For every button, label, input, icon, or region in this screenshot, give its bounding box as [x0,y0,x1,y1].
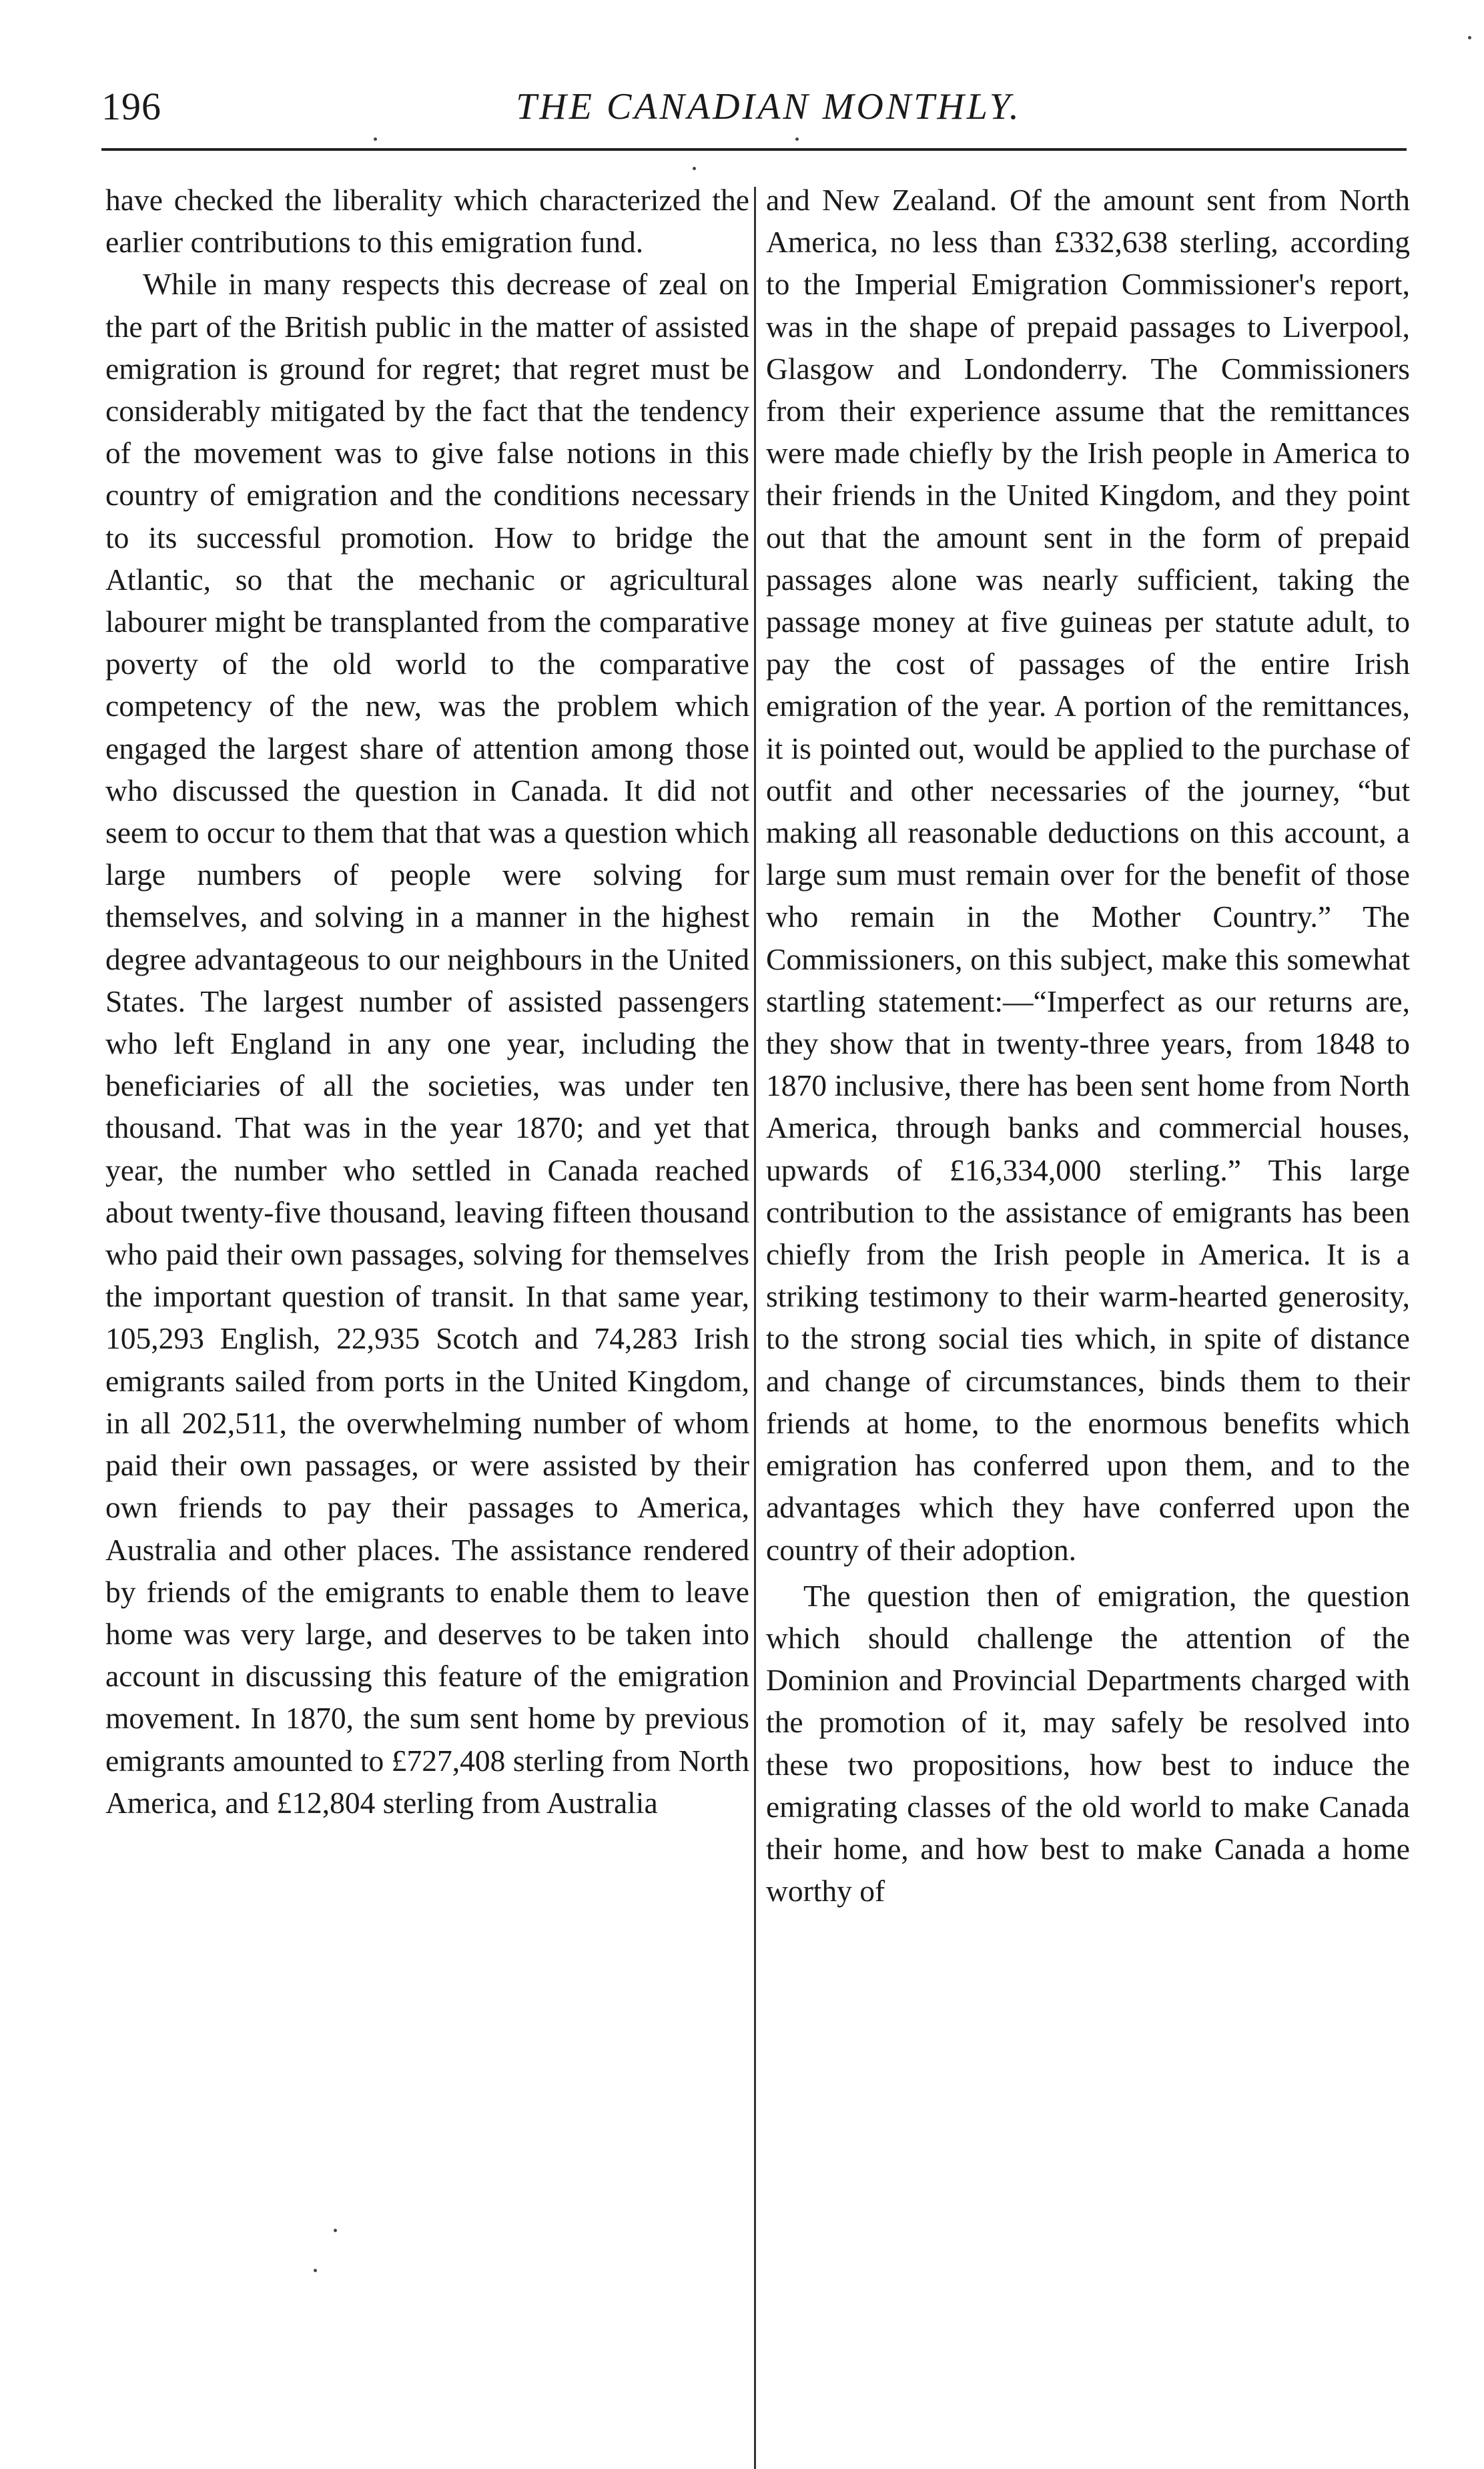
print-speck [314,2269,317,2272]
running-head [101,80,1409,133]
print-speck [795,137,799,141]
left-paragraph-2: While in many respects this decrease of zeal on the part of the British public in the matter of assisted emigration is ground for regret; that regret must be considerably mitigated by the fact that the tendency of the movement was to give false notions in this country of emigration and the conditions necessary to its successful promotion. How to bridge the Atlantic, so that the mechanic or agricultural labourer might be transplanted from the comparative poverty of the old world to the comparative competency of the new, was the problem which engaged the largest share of attention among those who discussed the question in Canada. It did not seem to occur to them that that was a question which large numbers of people were solving for themselves, and solving in a manner in the highest degree advantageous to our neighbours in the United States. The largest number of assisted passengers who left England in any one year, including the beneficiaries of all the societies, was under ten thousand. That was in the year 1870; and yet that year, the number who settled in Canada reached about twenty-five thousand, leaving fifteen thousand who paid their own passages, solving for themselves the important question of transit. In that same year, 105,293 English, 22,935 Scotch and 74,283 Irish emigrants sailed from ports in the United Kingdom, in all 202,511, the overwhelming number of whom paid their own passages, or were assisted by their own friends to pay their passages to America, Australia and other places. The assistance rendered by friends of the emigrants to enable them to leave home was very large, and deserves to be taken into account in discussing this feature of the emigration movement. In 1870, the sum sent home by previous emigrants amounted to £727,408 sterling from North America, and £12,804 sterling from Australia [105,267,749,1820]
print-speck [1468,36,1471,39]
right-paragraph-1: and New Zealand. Of the amount sent from North America, no less than £332,638 sterling, according to the Imperial Emigration Commissioner's report, was in the shape of prepaid passages to Liverpool, Glasgow and Londonderry. The Commissioners from their experience assume that the remittances were made chiefly by the Irish people in America to their friends in the United Kingdom, and they point out that the amount sent in the form of prepaid passages alone was nearly sufficient, taking the passage money at five guineas per statute adult, to pay the cost of passages of the entire Irish emigration of the year. A portion of the remittances, it is pointed out, would be applied to the purchase of outfit and other necessaries of the journey, “but making all reasonable deductions on this account, a large sum must remain over for the benefit of those who remain in the Mother Country.” The Commissioners, on this subject, make this somewhat startling statement:—“Imperfect as our returns are, they show that in twenty-three years, from 1848 to 1870 inclusive, there has been sent home from North America, through banks and commercial houses, upwards of £16,334,000 sterling.” This large contribution to the assistance of emigrants has been chiefly from the Irish people in America. It is a striking testimony to their warm-hearted generosity, to the strong social ties which, in spite of distance and change of circumstances, binds them to their friends at home, to the enormous benefits which emigration has conferred upon them, and to the advantages which they have conferred upon the country of their adoption. [766,183,1410,1567]
left-paragraph-1: have checked the liberality which characterized the earlier contributions to this emigration fund. [105,183,749,260]
left-column [105,179,749,1824]
print-speck [374,137,377,141]
print-speck [693,167,696,170]
right-column [766,179,1410,1912]
column-divider [754,187,756,2469]
page-number: 196 [101,85,161,128]
print-speck [334,2229,337,2232]
header-rule [101,148,1407,151]
journal-title: THE CANADIAN MONTHLY. [516,86,1022,127]
right-paragraph-2: The question then of emigration, the question which should challenge the attention of the Dominion and Provincial Departments charged with the promotion of it, may safely be resolved into these two propositions, how best to induce the emigrating classes of the old world to make Canada their home, and how best to make Canada a home worthy of [766,1578,1410,1908]
